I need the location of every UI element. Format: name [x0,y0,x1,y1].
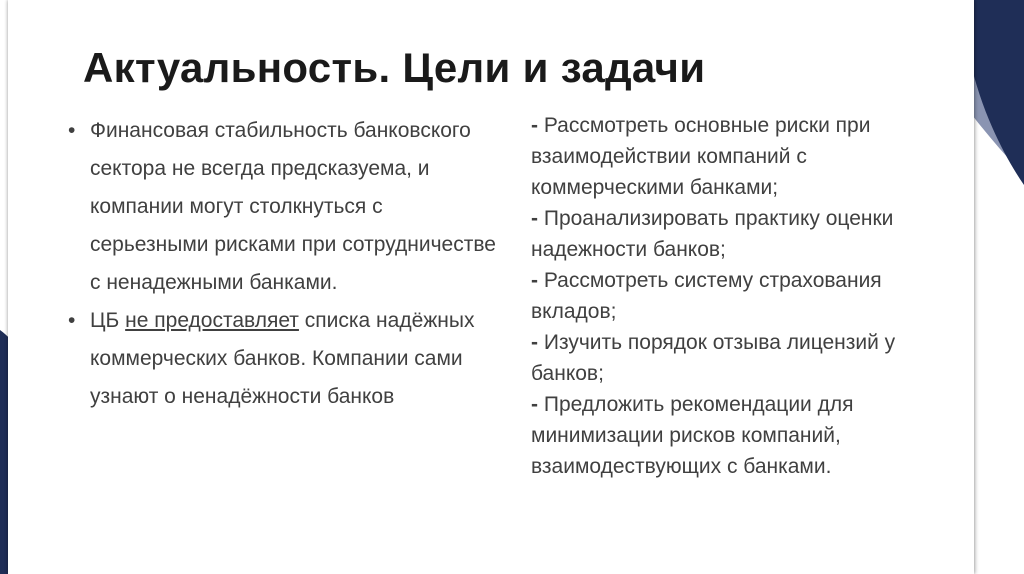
goals-list [531,110,951,482]
slide-title: Актуальность. Цели и задачи [83,44,706,91]
goal-dash: - [531,331,538,354]
goal-text: Проанализировать практику оценки надежности банков; [531,207,894,261]
goal-dash: - [531,114,538,137]
goal-item [531,265,951,327]
goal-dash: - [531,393,538,416]
goal-item [531,389,951,482]
bullet-icon: • [68,119,76,142]
bullet-icon: • [68,309,76,332]
goal-text: Предложить рекомендации для минимизации рисков компаний, взаимодествующих с банками. [531,393,854,478]
goal-item [531,203,951,265]
goal-item [531,110,951,203]
list-item-underlined: не предоставляет [125,309,299,332]
list-item [62,112,502,302]
goal-text: Изучить порядок отзыва лицензий у банков; [531,331,896,385]
list-item-text: Финансовая стабильность банковского сектора не всегда предсказуема, и компании могут столкнуться с серьезными рисками при сотрудничестве с ненадежными банками. [90,119,496,294]
goal-dash: - [531,269,538,292]
list-item [62,302,502,416]
relevance-list [62,112,502,416]
goal-dash: - [531,207,538,230]
goal-text: Рассмотреть основные риски при взаимодействии компаний с коммерческими банками; [531,114,871,199]
goal-text: Рассмотреть систему страхования вкладов; [531,269,882,323]
goal-item [531,327,951,389]
list-item-prefix: ЦБ [90,309,126,332]
list-item-suffix: списка надёжных коммерческих банков. Компании сами узнают о ненадёжности банков [90,309,475,408]
